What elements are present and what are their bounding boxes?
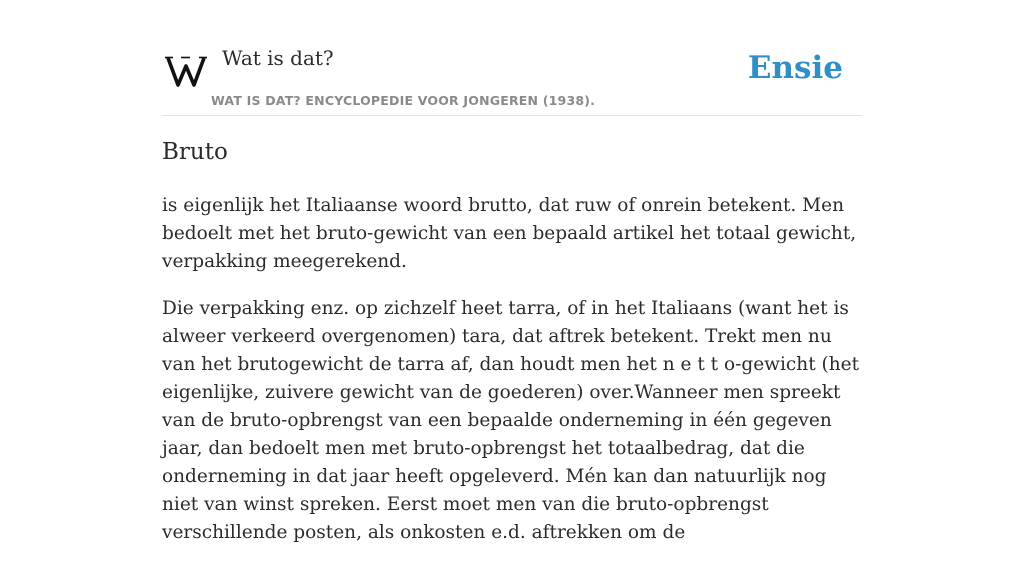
source-header	[162, 40, 862, 116]
source-subtitle: WAT IS DAT? ENCYCLOPEDIE VOOR JONGEREN (1938).	[211, 93, 596, 108]
article-paragraph: Die verpakking enz. op zichzelf heet tarra, of in het Italiaans (want het is alweer verkeerd overgenomen) tara, dat aftrek betekent. Trekt men nu van het brutogewicht de tarra af, dan houdt men het n e t t o-gewicht (het eigenlijke, zuivere gewicht van de goederen) over.Wanneer men spreekt van de bruto-opbrengst van een bepaalde onderneming in één gegeven jaar, dan bedoelt men met bruto-opbrengst het totaalbedrag, dat die onderneming in dat jaar heeft opgeleverd. Mén kan dan natuurlijk nog niet van winst spreken. Eerst moet men van die bruto-opbrengst verschillende posten, als onkosten e.d. aftrekken om de	[162, 298, 860, 543]
article-paragraph: is eigenlijk het Italiaanse woord brutto, dat ruw of onrein betekent. Men bedoelt met het bruto-gewicht van een bepaald artikel het totaal gewicht, verpakking meegerekend.	[162, 195, 857, 272]
ensie-brand-link[interactable]: Ensie	[747, 50, 843, 86]
source-title[interactable]: Wat is dat?	[222, 46, 334, 70]
wikipedia-w-icon	[165, 52, 207, 90]
article-content	[162, 192, 862, 566]
article-term: Bruto	[162, 139, 228, 165]
